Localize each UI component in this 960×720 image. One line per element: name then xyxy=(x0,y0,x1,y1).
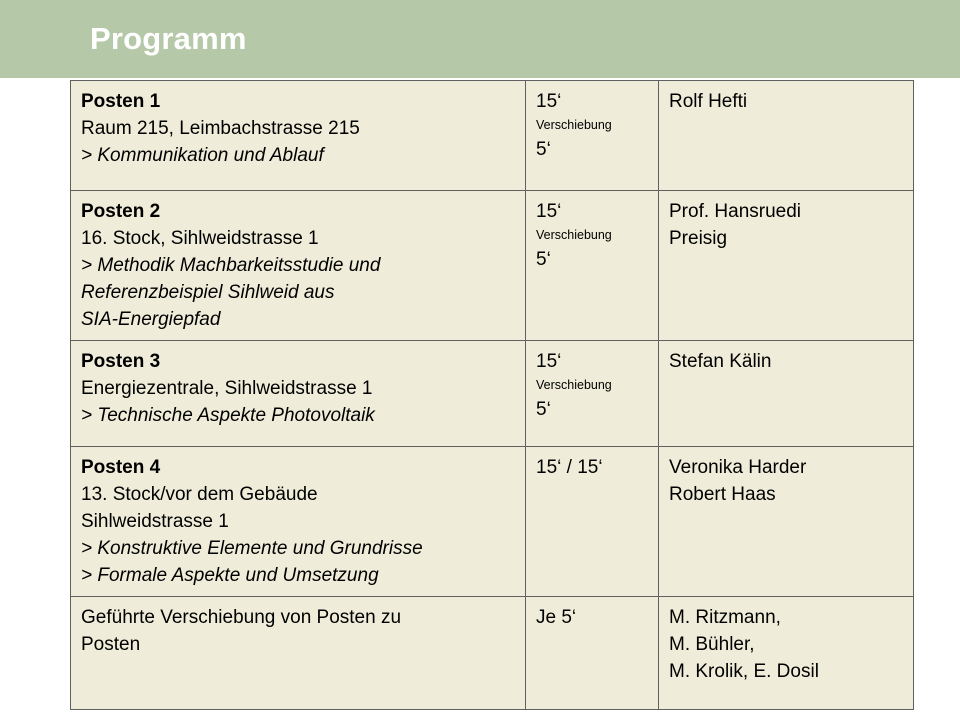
program-table xyxy=(70,80,914,710)
description-cell xyxy=(71,597,526,710)
shift-value: 5‘ xyxy=(536,249,551,270)
station-title: Posten 1 xyxy=(81,91,161,112)
person-name: M. Krolik, E. Dosil xyxy=(669,661,819,682)
table-row-posten-1 xyxy=(71,81,914,191)
station-topic: > Formale Aspekte und Umsetzung xyxy=(81,565,379,586)
person-name: Rolf Hefti xyxy=(669,91,748,112)
duration-cell xyxy=(526,81,659,191)
station-topic: SIA-Energiepfad xyxy=(81,309,221,330)
duration: 15‘ / 15‘ xyxy=(536,457,603,478)
station-location: 16. Stock, Sihlweidstrasse 1 xyxy=(81,228,319,249)
person-name: Prof. Hansruedi xyxy=(669,201,802,222)
person-name: M. Ritzmann, xyxy=(669,607,781,628)
shift-label: Verschiebung xyxy=(536,228,612,242)
station-topic: > Methodik Machbarkeitsstudie und xyxy=(81,255,381,276)
header-bar xyxy=(0,0,960,78)
station-topic: > Konstruktive Elemente und Grundrisse xyxy=(81,538,423,559)
station-cell xyxy=(71,447,526,597)
person-name: Veronika Harder xyxy=(669,457,807,478)
station-cell xyxy=(71,191,526,341)
shift-label: Verschiebung xyxy=(536,118,612,132)
shift-value: 5‘ xyxy=(536,399,551,420)
station-location: Energiezentrale, Sihlweidstrasse 1 xyxy=(81,378,373,399)
person-cell xyxy=(659,191,914,341)
station-topic: > Kommunikation und Ablauf xyxy=(81,145,324,166)
duration: 15‘ xyxy=(536,201,562,222)
person-name: Preisig xyxy=(669,228,728,249)
station-topic: Referenzbeispiel Sihlweid aus xyxy=(81,282,335,303)
person-cell xyxy=(659,81,914,191)
duration: 15‘ xyxy=(536,91,562,112)
station-title: Posten 4 xyxy=(81,457,161,478)
person-name: Robert Haas xyxy=(669,484,776,505)
shift-value: 5‘ xyxy=(536,139,551,160)
station-location: 13. Stock/vor dem Gebäude xyxy=(81,484,318,505)
station-location: Raum 215, Leimbachstrasse 215 xyxy=(81,118,360,139)
shift-label: Verschiebung xyxy=(536,378,612,392)
station-cell xyxy=(71,81,526,191)
person-name: Stefan Kälin xyxy=(669,351,772,372)
table-row-posten-3 xyxy=(71,341,914,447)
duration-cell xyxy=(526,597,659,710)
description-text: Geführte Verschiebung von Posten zu xyxy=(81,607,402,628)
station-title: Posten 3 xyxy=(81,351,161,372)
station-title: Posten 2 xyxy=(81,201,161,222)
table-row-posten-4 xyxy=(71,447,914,597)
description-text: Posten xyxy=(81,634,141,655)
station-cell xyxy=(71,341,526,447)
page-title: Programm xyxy=(90,21,247,56)
duration: Je 5‘ xyxy=(536,607,577,628)
table-row-posten-2 xyxy=(71,191,914,341)
duration-cell xyxy=(526,447,659,597)
station-location: Sihlweidstrasse 1 xyxy=(81,511,229,532)
duration: 15‘ xyxy=(536,351,562,372)
person-cell xyxy=(659,447,914,597)
station-topic: > Technische Aspekte Photovoltaik xyxy=(81,405,375,426)
person-cell xyxy=(659,597,914,710)
person-cell xyxy=(659,341,914,447)
duration-cell xyxy=(526,341,659,447)
person-name: M. Bühler, xyxy=(669,634,755,655)
table-row-guided-transfer xyxy=(71,597,914,710)
duration-cell xyxy=(526,191,659,341)
